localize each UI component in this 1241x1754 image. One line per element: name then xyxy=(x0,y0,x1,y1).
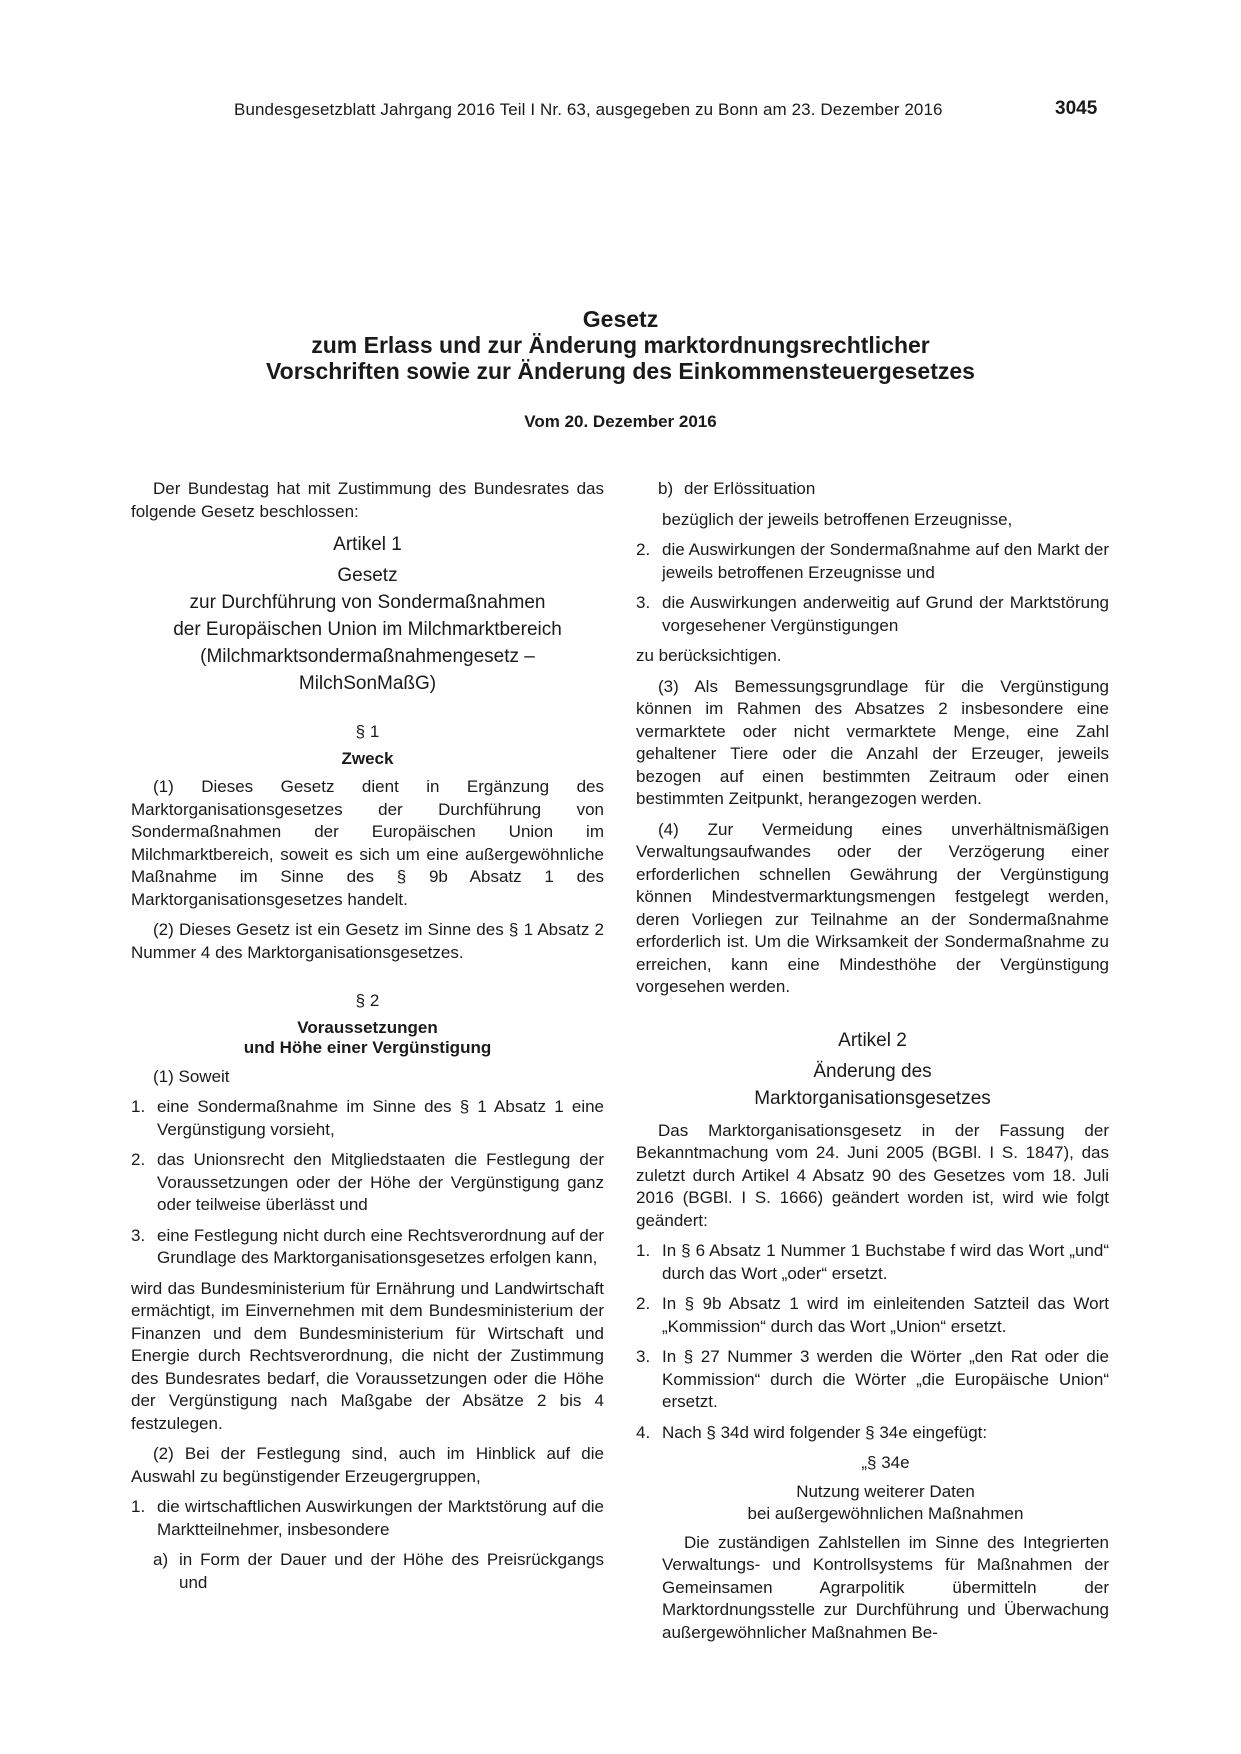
page-number: 3045 xyxy=(1055,98,1098,119)
section-2-sign: § 2 xyxy=(355,991,380,1010)
list-item xyxy=(131,1225,604,1270)
section-2-name-line: und Höhe einer Vergünstigung xyxy=(243,1038,492,1057)
title-line-3: Vorschriften sowie zur Änderung des Einkommensteuergesetzes xyxy=(266,358,975,384)
list-item-text: die Auswirkungen der Sondermaßnahme auf den Markt der jeweils betroffenen Erzeugnisse und xyxy=(662,540,1109,582)
list-item-number: 1. xyxy=(131,1097,146,1116)
law-date: Vom 20. Dezember 2016 xyxy=(524,412,717,431)
list-item xyxy=(636,1293,1109,1338)
section-2-paragraph-1-lead: (1) Soweit xyxy=(153,1066,230,1086)
list-item xyxy=(636,539,1109,584)
list-item-continuation: bezüglich der jeweils betroffenen Erzeugnisse, xyxy=(662,509,1013,529)
inserted-section-text: Die zuständigen Zahlstellen im Sinne des Integrierten Verwaltungs- und Kontrollsystems für Maßnahmen der Gemeinsamen Agrarpolitik übermitteln der Marktordnungsstelle zur Durchführung und Überwachung außergewöhnlicher Maßnahmen Be- xyxy=(662,1532,1109,1642)
list-item-text: Nach § 34d wird folgender § 34e eingefügt: xyxy=(662,1422,988,1442)
sub-list-item-text: in Form der Dauer und der Höhe des Preisrückgangs und xyxy=(179,1550,604,1592)
section-1-paragraph-2: (2) Dieses Gesetz ist ein Gesetz im Sinne des § 1 Absatz 2 Nummer 4 des Marktorganisationsgesetzes. xyxy=(131,920,604,962)
section-2-paragraph-2: (2) Bei der Festlegung sind, auch im Hinblick auf die Auswahl zu begünstigender Erzeugergruppen, xyxy=(131,1444,604,1486)
sub-list-item-letter: a) xyxy=(153,1550,169,1569)
title-line-1: Gesetz xyxy=(582,306,659,332)
article-1-title-line: der Europäischen Union im Milchmarktbereich xyxy=(173,619,562,640)
list-item xyxy=(131,1149,604,1217)
section-2-paragraph-3: (3) Als Bemessungsgrundlage für die Vergünstigung können im Rahmen des Absatzes 2 insbesondere eine vermarktete oder nicht vermarktete Menge, eine Zahl gehaltener Tiere oder die Anzahl der Erzeuger, jeweils bezogen auf einen bestimmten Zeitraum oder einen bestimmten Zeitpunkt, herangezogen werden. xyxy=(636,676,1109,808)
article-1-title-line: MilchSonMaßG) xyxy=(298,673,437,694)
article-1-title-line: Gesetz xyxy=(337,565,398,586)
list-item-text: die Auswirkungen anderweitig auf Grund der Marktstörung vorgesehener Vergünstigungen xyxy=(662,593,1109,635)
right-column xyxy=(636,478,1109,1652)
list-item-number: 2. xyxy=(131,1150,146,1169)
article-2-title xyxy=(636,1058,1109,1112)
section-1-sign: § 1 xyxy=(355,722,380,741)
list-item-text: die wirtschaftlichen Auswirkungen der Marktstörung auf die Marktteilnehmer, insbesondere xyxy=(157,1497,604,1539)
section-1-paragraph-1: (1) Dieses Gesetz dient in Ergänzung des Marktorganisationsgesetzes der Durchführung von Sondermaßnahmen der Europäischen Union im Milchmarktbereich, soweit es sich um eine außergewöhnliche Maßnahme im Sinne des § 9b Absatz 1 des Marktorganisationsgesetzes handelt. xyxy=(131,777,604,909)
article-1-title xyxy=(131,562,604,697)
list-item-number: 2. xyxy=(636,1294,651,1313)
list-item-text: das Unionsrecht den Mitgliedstaaten die Festlegung der Voraussetzungen oder der Höhe der Vergünstigung ganz oder teilweise überlässt und xyxy=(157,1150,604,1214)
list-item-number: 2. xyxy=(636,540,651,559)
inserted-section-name-line: Nutzung weiterer Daten xyxy=(796,1481,975,1501)
article-2-title-line: Marktorganisationsgesetzes xyxy=(754,1087,991,1109)
list-item-number: 1. xyxy=(636,1241,651,1260)
list-item-text: eine Sondermaßnahme im Sinne des § 1 Absatz 1 eine Vergünstigung vorsieht, xyxy=(157,1097,604,1139)
left-column xyxy=(131,478,604,1602)
article-2-intro: Das Marktorganisationsgesetz in der Fassung der Bekanntmachung vom 24. Juni 2005 (BGBl. I S. 1847), das zuletzt durch Artikel 4 Absatz 90 des Gesetzes vom 18. Juli 2016 (BGBl. I S. 1666) geändert worden ist, wird wie folgt geändert: xyxy=(636,1120,1109,1230)
list-item xyxy=(636,592,1109,637)
list-item xyxy=(131,1496,604,1541)
section-2-paragraph-2-tail: zu berücksichtigen. xyxy=(636,646,782,665)
section-2-name xyxy=(131,1017,604,1060)
section-2-paragraph-1-tail: wird das Bundesministerium für Ernährung und Landwirtschaft ermächtigt, im Einvernehmen mit dem Bundesministerium der Finanzen und dem Bundesministerium für Wirtschaft und Energie durch Rechtsverordnung, die nicht der Zustimmung des Bundesrates bedarf, die Voraussetzungen oder die Höhe der Vergünstigung nach Maßgabe der Absätze 2 bis 4 festzulegen. xyxy=(131,1278,604,1433)
article-2-heading: Artikel 2 xyxy=(838,1029,907,1051)
section-1-name: Zweck xyxy=(341,748,394,768)
inserted-section-name xyxy=(662,1481,1109,1526)
list-item-number: 4. xyxy=(636,1422,651,1442)
title-line-2: zum Erlass und zur Änderung marktordnungsrechtlicher xyxy=(311,332,930,358)
inserted-section-sign: „§ 34e xyxy=(861,1453,910,1472)
sub-list-item-text: der Erlössituation xyxy=(684,479,816,498)
list-item xyxy=(636,1422,1109,1445)
section-2-name-line: Voraussetzungen xyxy=(297,1017,438,1037)
list-item-number: 3. xyxy=(636,593,651,612)
list-item xyxy=(636,1240,1109,1285)
list-item-text: In § 9b Absatz 1 wird im einleitenden Satzteil das Wort „Kommission“ durch das Wort „Union“ ersetzt. xyxy=(662,1294,1109,1336)
list-item-number: 1. xyxy=(131,1497,146,1516)
list-item xyxy=(636,1346,1109,1414)
list-item-text: In § 6 Absatz 1 Nummer 1 Buchstabe f wird das Wort „und“ durch das Wort „oder“ ersetzt. xyxy=(662,1241,1109,1283)
list-item-text: In § 27 Nummer 3 werden die Wörter „den Rat oder die Kommission“ durch die Wörter „die Europäische Union“ ersetzt. xyxy=(662,1347,1109,1411)
list-item-number: 3. xyxy=(131,1225,146,1245)
article-1-title-line: (Milchmarktsondermaßnahmengesetz – xyxy=(200,646,535,667)
document-title xyxy=(0,306,1241,384)
inserted-section-name-line: bei außergewöhnlichen Maßnahmen xyxy=(747,1504,1024,1523)
article-2-title-line: Änderung des xyxy=(813,1060,932,1082)
article-1-heading: Artikel 1 xyxy=(333,534,402,555)
list-item xyxy=(131,1096,604,1141)
running-head: Bundesgesetzblatt Jahrgang 2016 Teil I Nr. 63, ausgegeben zu Bonn am 23. Dezember 2016 xyxy=(234,100,943,119)
enacting-clause: Der Bundestag hat mit Zustimmung des Bundesrates das folgende Gesetz beschlossen: xyxy=(131,479,604,521)
sub-list-item-letter: b) xyxy=(658,479,674,498)
article-1-title-line: zur Durchführung von Sondermaßnahmen xyxy=(189,592,546,613)
sub-list-item xyxy=(153,1549,604,1594)
list-item-number: 3. xyxy=(636,1347,651,1366)
section-2-paragraph-4: (4) Zur Vermeidung eines unverhältnismäßigen Verwaltungsaufwandes oder der Verzögerung einer erforderlichen schnellen Gewährung der Vergünstigung können Mindestvermarktungsmengen festgelegt werden, deren Vorliegen zur Teilnahme an der Sondermaßnahme erforderlich ist. Um die Wirksamkeit der Sondermaßnahme zu erreichen, kann eine Mindesthöhe der Vergünstigung vorgesehen werden. xyxy=(636,819,1109,996)
list-item-text: eine Festlegung nicht durch eine Rechtsverordnung auf der Grundlage des Marktorganisationsgesetzes erfolgen kann, xyxy=(157,1225,605,1267)
sub-list-item xyxy=(658,478,1109,501)
